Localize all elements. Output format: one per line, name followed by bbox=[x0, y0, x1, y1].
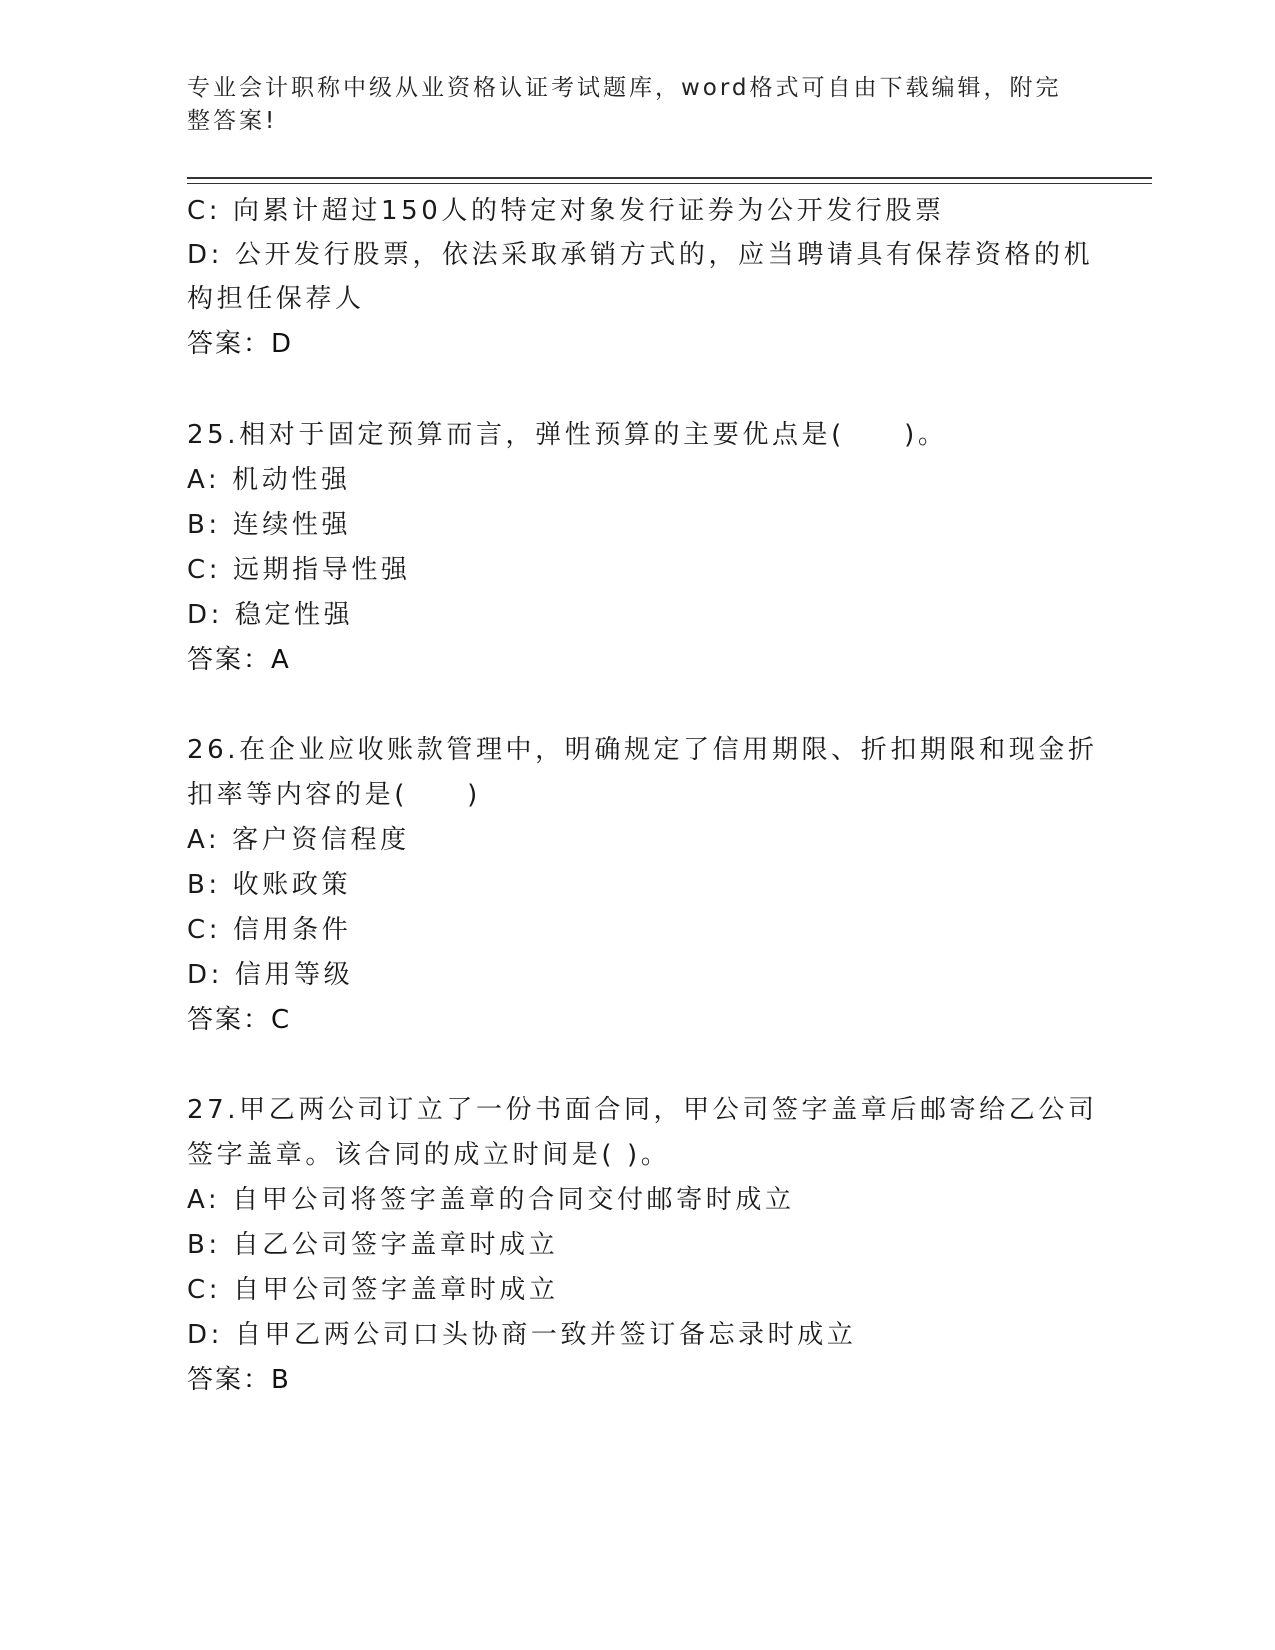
option-c: C: 远期指导性强 bbox=[187, 555, 411, 585]
option-b: B: 收账政策 bbox=[187, 870, 352, 900]
answer: 答案：C bbox=[187, 1005, 292, 1035]
option-a: A: 机动性强 bbox=[187, 465, 351, 495]
question-26-continued: 扣率等内容的是( ) bbox=[187, 780, 481, 810]
question-26: 26.在企业应收账款管理中，明确规定了信用期限、折扣期限和现金折 bbox=[187, 735, 1098, 765]
option-d: D: 信用等级 bbox=[187, 960, 354, 990]
option-c: C: 向累计超过150人的特定对象发行证券为公开发行股票 bbox=[187, 196, 945, 226]
answer: 答案：D bbox=[187, 329, 294, 359]
option-a: A: 客户资信程度 bbox=[187, 825, 410, 855]
question-25: 25.相对于固定预算而言，弹性预算的主要优点是( )。 bbox=[187, 420, 948, 450]
answer: 答案：A bbox=[187, 645, 291, 675]
option-b: B: 自乙公司签字盖章时成立 bbox=[187, 1230, 559, 1260]
header-divider-thin bbox=[187, 183, 1152, 184]
option-d: D: 公开发行股票，依法采取承销方式的，应当聘请具有保荐资格的机 bbox=[187, 240, 1094, 270]
question-27-continued: 签字盖章。该合同的成立时间是( )。 bbox=[187, 1140, 671, 1170]
option-c: C: 信用条件 bbox=[187, 915, 352, 945]
question-27: 27.甲乙两公司订立了一份书面合同，甲公司签字盖章后邮寄给乙公司 bbox=[187, 1095, 1098, 1125]
document-header: 专业会计职称中级从业资格认证考试题库，word格式可自由下载编辑，附完整答案! bbox=[187, 75, 1062, 134]
option-d-continued: 构担任保荐人 bbox=[187, 284, 365, 314]
option-c: C: 自甲公司签字盖章时成立 bbox=[187, 1275, 559, 1305]
option-a: A: 自甲公司将签字盖章的合同交付邮寄时成立 bbox=[187, 1185, 795, 1215]
option-b: B: 连续性强 bbox=[187, 510, 352, 540]
header-divider-thick bbox=[187, 177, 1152, 179]
option-d: D: 自甲乙两公司口头协商一致并签订备忘录时成立 bbox=[187, 1320, 857, 1350]
answer: 答案：B bbox=[187, 1365, 291, 1395]
option-d: D: 稳定性强 bbox=[187, 600, 354, 630]
